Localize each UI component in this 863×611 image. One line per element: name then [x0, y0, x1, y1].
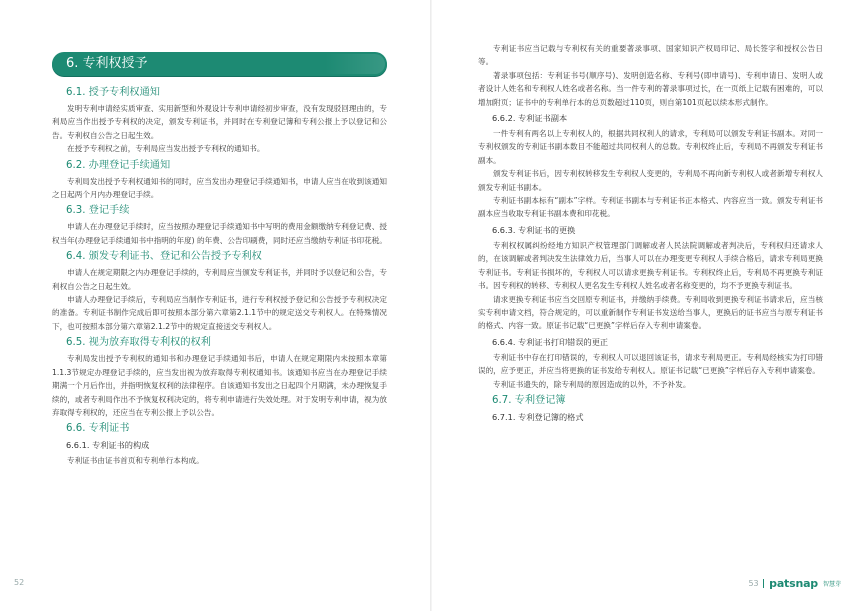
paragraph: 在授予专利权之前，专利局应当发出授予专利权的通知书。 — [67, 144, 265, 154]
section-6-6-2-heading: 6.6.2. 专利证书副本 — [492, 113, 568, 124]
paragraph: 请求更换专利证书应当交回原专利证书，并缴纳手续费。专利局收到更换专利证书请求后，应当核实专利申请文档，符合规定的，可以重新制作专利证书发送给当事人，更换后的证书应当与原专利证书的格式、内容一致。原证书记载“已更换”字样后存入专利申请案卷。 — [478, 294, 823, 331]
right-page — [431, 0, 863, 611]
paragraph: 颁发专利证书后，因专利权转移发生专利权人变更的，专利局不再向新专利权人或者新增专利权人颁发专利证书副本。 — [478, 169, 823, 192]
section-6-7-1-heading: 6.7.1. 专利登记簿的格式 — [492, 411, 584, 422]
section-6-6-heading: 6.6. 专利证书 — [66, 423, 130, 435]
section-6-5-heading: 6.5. 视为放弃取得专利权的权利 — [66, 337, 211, 349]
paragraph: 专利局发出授予专利权通知书的同时，应当发出办理登记手续通知书，申请人应当在收到该通知之日起两个月内办理登记手续。 — [52, 176, 387, 200]
section-6-4-heading: 6.4. 颁发专利证书、登记和公告授予专利权 — [66, 251, 262, 263]
paragraph: 专利证书中存在打印错误的，专利权人可以退回该证书，请求专利局更正。专利局经核实为打印错误的，应予更正，并应当将更换的证书发给专利权人。原证书记载“已更换”字样后存入专利申请案卷。 — [478, 352, 823, 376]
patsnap-logo: patsnap — [769, 577, 818, 590]
section-6-3-heading: 6.3. 登记手续 — [66, 205, 130, 217]
section-6-2-heading: 6.2. 办理登记手续通知 — [66, 159, 171, 171]
paragraph: 申请人在办理登记手续时，应当按照办理登记手续通知书中写明的费用金额缴纳专利登记费、授权当年(办理登记手续通知书中指明的年度) 的年费、公告印刷费，同时还应当缴纳专利证书印花税。 — [52, 222, 387, 245]
brand-chinese-name: 智慧芽 — [822, 581, 841, 588]
paragraph: 专利局发出授予专利权的通知书和办理登记手续通知书后，申请人在规定期限内未按照本章第1.1.3节规定办理登记手续的，应当发出视为放弃取得专利权通知书。该通知书应当在办理登记手续期满一个月后作出，并指明恢复权利的法律程序。自该通知书发出之日起四个月期满，未办理恢复手续的，或者专利局作出不予恢复权利决定的，将专利申请进行失效处理。对于发明专利申请，视为放弃取得专利权的，还应当在专利公报上予以公告。 — [52, 354, 387, 417]
section-6-6-4-heading: 6.6.4. 专利证书打印错误的更正 — [492, 336, 609, 347]
section-6-6-3-heading: 6.6.3. 专利证书的更换 — [492, 224, 576, 235]
left-page — [0, 0, 431, 611]
paragraph: 专利证书副本标有“副本”字样。专利证书副本与专利证书正本格式、内容应当一致。颁发专利证书副本应当收取专利证书副本费和印花税。 — [478, 196, 823, 219]
page-number-left: 52 — [14, 578, 25, 587]
footer-brand — [748, 577, 841, 590]
divider — [763, 579, 765, 588]
paragraph: 专利权权属纠纷经地方知识产权管理部门调解或者人民法院调解或者判决后，专利权归还请求人的，在该调解或者判决发生法律效力后，当事人可以在办理变更专利权人手续合格后，请求专利局更换专利证书。专利证书损坏的，专利权人可以请求更换专利证书。专利权终止后，专利局不再更换专利证书。因专利权的转移、专利权人更名发生专利权人姓名或者名称变更的，均不予更换专利证书。 — [478, 240, 823, 291]
paragraph: 申请人在规定期限之内办理登记手续的，专利局应当颁发专利证书，并同时予以登记和公告，专利权自公告之日起生效。 — [52, 268, 387, 291]
section-6-7-heading: 6.7. 专利登记簿 — [492, 394, 566, 406]
paragraph: 著录事项包括：专利证书号(顺序号)、发明创造名称、专利号(即申请号)、专利申请日、发明人或者设计人姓名和专利权人姓名或者名称。当一件专利的著录事项过长，在一页纸上记载有困难的，可以增加附页；证书中的专利单行本的总页数超过110页，则自第101页起以续本形式制作。 — [478, 70, 823, 107]
paragraph: 发明专利申请经实质审查、实用新型和外观设计专利申请经初步审查，没有发现驳回理由的，专利局应当作出授予专利权的决定，颁发专利证书，并同时在专利登记簿和专利公报上予以登记和公告。专利权自公告之日起生效。 — [52, 104, 387, 140]
page-number-right: 53 — [748, 579, 759, 588]
paragraph: 专利证书应当记载与专利权有关的重要著录事项、国家知识产权局印记、局长签字和授权公告日等。 — [478, 44, 823, 67]
paragraph: 专利证书由证书首页和专利单行本构成。 — [67, 456, 204, 466]
paragraph: 一件专利有两名以上专利权人的，根据共同权利人的请求，专利局可以颁发专利证书副本。对同一专利权颁发的专利证书副本数目不能超过共同权利人的总数。专利权终止后，专利局不再颁发专利证书副本。 — [478, 129, 823, 165]
chapter-title: 6. 专利权授予 — [52, 52, 387, 76]
paragraph: 申请人办理登记手续后，专利局应当制作专利证书，进行专利权授予登记和公告授予专利权决定的准备。专利证书制作完成后即可按照本部分第六章第2.1.1节中的规定送交专利权人。在特殊情况下，也可按照本部分第六章第2.1.2节中的规定直接送交专利权人。 — [52, 295, 387, 331]
paragraph: 专利证书遗失的，除专利局的原因造成的以外，不予补发。 — [493, 379, 691, 389]
section-6-1-heading: 6.1. 授予专利权通知 — [66, 87, 160, 98]
section-6-6-1-heading: 6.6.1. 专利证书的构成 — [66, 440, 150, 451]
